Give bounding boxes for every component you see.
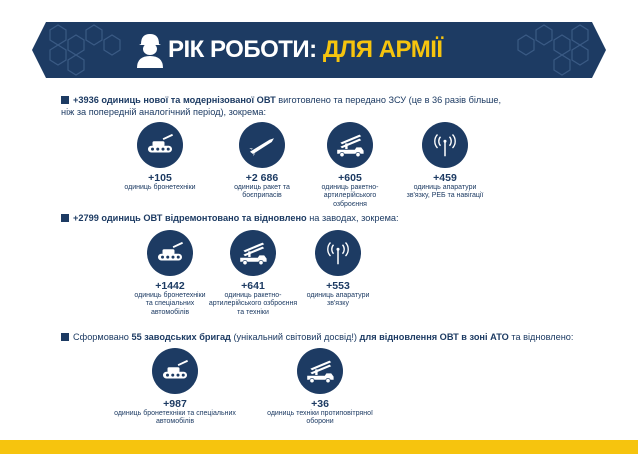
icon-circle [422,122,468,168]
stat-caption: артилерійського [323,192,377,200]
icon-circle [152,348,198,394]
section2-bold: +2799 одиниць ОВТ відремонтовано та відновлено [73,213,307,223]
radio-antenna-icon [323,240,353,266]
icon-circle [137,122,183,168]
stat-item [385,122,505,201]
stat-value: +1442 [155,280,185,292]
stat-caption: озброєння [333,200,367,208]
section3-heading [61,331,573,343]
bullet-square [61,214,69,222]
stat-item [288,230,388,309]
missile-launcher-icon [334,132,366,158]
stat-caption: одиниць бронетехніки та спеціальних [114,410,236,417]
section1-text: виготовлено та передано ЗСУ (це в 36 разів більше, [275,95,502,105]
stat-value: +553 [326,280,350,292]
icon-circle [315,230,361,276]
stat-value: +641 [241,280,265,292]
icon-circle [147,230,193,276]
missile-launcher-icon [304,358,336,384]
section1-line2: ніж за попередній аналогічний період), зокрема: [61,107,267,117]
section3-text1: Сформовано [73,332,132,342]
stat-value: +459 [433,172,457,184]
icon-circle [239,122,285,168]
stat-caption: артилерійського озброєння [208,300,298,308]
stat-item [100,348,250,427]
stat-caption: зв'язку, РЕБ та навігації [406,192,484,200]
stat-caption: та техніки [237,308,269,316]
title-part-white: РІК РОБОТИ: [168,36,317,63]
tank-icon [160,359,190,383]
stat-caption: одиниць ракет та [234,184,290,191]
rocket-icon [247,133,277,157]
stat-caption: одиниць ракетно- [321,184,379,191]
stat-caption: одиниць апаратури [306,292,370,299]
stat-value: +987 [163,398,187,410]
section3-text3: та відновлено: [508,332,574,342]
stat-caption: одиниць техніки протиповітряної [267,410,373,417]
icon-circle [230,230,276,276]
stat-caption: одиниць апаратури [413,184,477,191]
soldier-icon [135,32,165,68]
stat-caption: оборони [306,418,334,426]
footer-bar [0,440,638,454]
stat-caption: автомобілів [155,418,195,426]
missile-launcher-icon [237,240,269,266]
radio-antenna-icon [430,132,460,158]
section3-bold2: для відновлення ОВТ в зоні АТО [359,332,509,342]
stat-caption: боєприпасів [242,192,282,200]
hexagon-pattern-right [488,22,598,78]
bullet-square [61,96,69,104]
tank-icon [145,133,175,157]
title-part-yellow: ДЛЯ АРМІЇ [322,36,443,63]
bullet-square [61,333,69,341]
hexagon-pattern-left [40,22,150,78]
section3-text2: (унікальний світовий досвід!) [230,332,360,342]
stat-caption: одиниць бронетехніки [134,292,206,299]
stat-caption: одиниць ракетно- [224,292,282,299]
section3-bold1: 55 заводських бригад [131,332,231,342]
stat-value: +36 [311,398,329,410]
section2-text: на заводах, зокрема: [306,213,399,223]
section1-bold: +3936 одиниць нової та модернізованої ОВТ [73,95,276,105]
stat-value: +2 686 [245,172,279,184]
section2-heading [61,212,399,224]
icon-circle [297,348,343,394]
header-banner [0,22,638,78]
stat-item [110,122,210,192]
stat-caption: та спеціальних [145,300,195,308]
stat-caption: одиниць бронетехніки [124,184,196,191]
stat-caption: автомобілів [150,308,190,316]
stat-value: +605 [338,172,362,184]
icon-circle [327,122,373,168]
stat-item [250,348,390,427]
section1-heading [61,94,501,106]
stat-caption: зв'язку [327,300,349,308]
stat-value: +105 [148,172,172,184]
tank-icon [155,241,185,265]
page-title [168,36,443,64]
stat-item [212,122,312,201]
